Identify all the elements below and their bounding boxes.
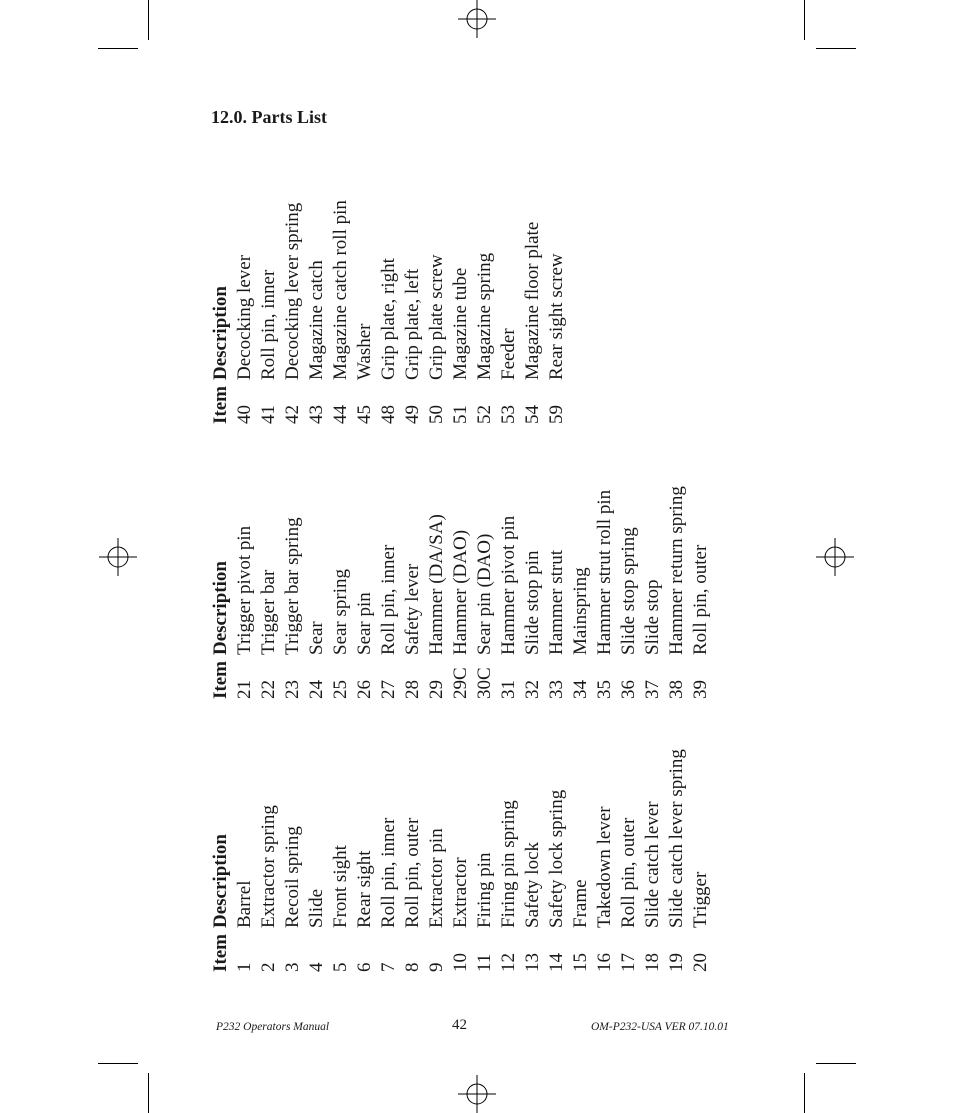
item-number: 39 — [690, 680, 711, 699]
table-row — [425, 200, 449, 424]
part-description: Hammer strut — [546, 549, 567, 655]
crop-mark — [804, 1073, 805, 1113]
part-description: Rear sight screw — [546, 253, 567, 380]
item-number: 13 — [522, 953, 543, 972]
table-row — [233, 200, 257, 424]
item-number: 59 — [546, 405, 567, 424]
table-row — [545, 486, 569, 699]
part-description: Decocking lever — [234, 254, 255, 380]
table-row — [281, 749, 305, 972]
item-number: 26 — [354, 680, 375, 699]
table-row — [617, 749, 641, 972]
crop-mark — [148, 1073, 149, 1113]
table-row — [425, 749, 449, 972]
table-row — [449, 749, 473, 972]
part-description: Feeder — [498, 328, 519, 380]
table-row — [233, 486, 257, 699]
part-description: Extractor spring — [258, 805, 279, 928]
item-number: 31 — [498, 680, 519, 699]
part-description: Trigger bar spring — [282, 517, 303, 655]
item-number: 28 — [402, 680, 423, 699]
item-number: 3 — [282, 962, 303, 972]
table-row — [521, 200, 545, 424]
part-description: Barrel — [234, 880, 255, 928]
table-row — [377, 486, 401, 699]
table-row — [497, 749, 521, 972]
item-number: 50 — [426, 405, 447, 424]
part-description: Decocking lever spring — [282, 202, 303, 380]
page-number: 42 — [452, 1017, 467, 1033]
item-number: 10 — [450, 953, 471, 972]
part-description: Sear pin — [354, 592, 375, 655]
crop-mark — [98, 48, 138, 49]
table-row — [401, 486, 425, 699]
item-number: 52 — [474, 405, 495, 424]
table-row — [353, 486, 377, 699]
item-number: 35 — [594, 680, 615, 699]
table-row — [473, 486, 497, 699]
item-number: 34 — [570, 680, 591, 699]
registration-mark-top — [458, 0, 496, 38]
item-number: 19 — [666, 953, 687, 972]
table-row — [569, 486, 593, 699]
table-row — [377, 749, 401, 972]
registration-mark-bottom — [458, 1075, 496, 1113]
crop-mark — [148, 0, 149, 40]
item-number: 25 — [330, 680, 351, 699]
table-column — [209, 749, 713, 972]
table-row — [521, 486, 545, 699]
table-row — [617, 486, 641, 699]
table-row — [305, 749, 329, 972]
item-number: 32 — [522, 680, 543, 699]
table-row — [521, 749, 545, 972]
item-number: 22 — [258, 680, 279, 699]
crop-mark — [816, 48, 856, 49]
part-description: Roll pin, outer — [690, 544, 711, 655]
part-description: Takedown lever — [594, 806, 615, 928]
table-row — [257, 200, 281, 424]
part-description: Slide catch lever — [642, 801, 663, 928]
part-description: Slide catch lever spring — [666, 749, 687, 928]
part-description: Grip plate, left — [402, 268, 423, 380]
table-row — [329, 486, 353, 699]
table-row — [377, 200, 401, 424]
part-description: Magazine tube — [450, 267, 471, 380]
item-number: 49 — [402, 405, 423, 424]
table-row — [281, 486, 305, 699]
table-row — [665, 486, 689, 699]
item-number: 6 — [354, 962, 375, 972]
part-description: Slide stop spring — [618, 527, 639, 655]
table-row — [497, 486, 521, 699]
item-header: Item — [210, 386, 231, 424]
table-row — [641, 749, 665, 972]
description-header: Description — [210, 561, 231, 655]
part-description: Roll pin, outer — [402, 817, 423, 928]
table-row — [473, 200, 497, 424]
part-description: Firing pin spring — [498, 800, 519, 928]
part-description: Trigger pivot pin — [234, 525, 255, 655]
page-heading: 12.0. Parts List — [211, 107, 327, 127]
registration-mark-left — [99, 538, 137, 576]
item-number: 44 — [330, 405, 351, 424]
table-row — [689, 486, 713, 699]
table-row — [497, 200, 521, 424]
table-row — [401, 200, 425, 424]
table-row — [593, 749, 617, 972]
description-header: Description — [210, 834, 231, 928]
part-description: Safety lock — [522, 841, 543, 928]
part-description: Rear sight — [354, 850, 375, 928]
table-row — [545, 749, 569, 972]
crop-mark — [804, 0, 805, 40]
crop-mark — [98, 1063, 138, 1064]
item-number: 24 — [306, 680, 327, 699]
item-number: 48 — [378, 405, 399, 424]
part-description: Extractor pin — [426, 828, 447, 928]
item-number: 53 — [498, 405, 519, 424]
part-description: Front sight — [330, 845, 351, 928]
table-row — [305, 200, 329, 424]
table-column — [209, 486, 713, 699]
table-row — [305, 486, 329, 699]
table-row — [689, 749, 713, 972]
item-number: 9 — [426, 962, 447, 972]
table-row — [449, 486, 473, 699]
item-number: 12 — [498, 953, 519, 972]
part-description: Roll pin, inner — [378, 817, 399, 928]
table-row — [329, 749, 353, 972]
table-row — [641, 486, 665, 699]
part-description: Washer — [354, 323, 375, 380]
part-description: Recoil spring — [282, 826, 303, 928]
part-description: Hammer return spring — [666, 486, 687, 655]
item-number: 29 — [426, 680, 447, 699]
item-number: 1 — [234, 962, 255, 972]
part-description: Sear pin (DAO) — [474, 533, 495, 655]
table-row — [473, 749, 497, 972]
table-row — [425, 486, 449, 699]
item-number: 33 — [546, 680, 567, 699]
part-description: Hammer (DA/SA) — [426, 514, 447, 655]
part-description: Grip plate screw — [426, 254, 447, 380]
part-description: Magazine floor plate — [522, 221, 543, 380]
part-description: Hammer pivot pin — [498, 515, 519, 655]
table-row — [569, 749, 593, 972]
part-description: Slide — [306, 888, 327, 928]
item-number: 5 — [330, 962, 351, 972]
crop-mark — [816, 1063, 856, 1064]
item-number: 27 — [378, 680, 399, 699]
item-header: Item — [210, 661, 231, 699]
table-header-row — [209, 749, 233, 972]
table-row — [593, 486, 617, 699]
item-number: 17 — [618, 953, 639, 972]
item-number: 2 — [258, 962, 279, 972]
item-number: 45 — [354, 405, 375, 424]
part-description: Trigger bar — [258, 569, 279, 655]
part-description: Slide stop pin — [522, 550, 543, 655]
description-header: Description — [210, 286, 231, 380]
part-description: Trigger — [690, 871, 711, 928]
table-row — [353, 200, 377, 424]
part-description: Slide stop — [642, 579, 663, 655]
item-number: 21 — [234, 680, 255, 699]
table-row — [353, 749, 377, 972]
table-row — [449, 200, 473, 424]
item-number: 11 — [474, 953, 495, 972]
table-row — [281, 200, 305, 424]
part-description: Safety lever — [402, 563, 423, 655]
item-number: 51 — [450, 405, 471, 424]
part-description: Roll pin, outer — [618, 817, 639, 928]
item-number: 40 — [234, 405, 255, 424]
item-number: 4 — [306, 962, 327, 972]
part-description: Firing pin — [474, 852, 495, 928]
part-description: Magazine catch — [306, 260, 327, 380]
item-number: 36 — [618, 680, 639, 699]
item-number: 8 — [402, 962, 423, 972]
item-number: 18 — [642, 953, 663, 972]
item-number: 41 — [258, 405, 279, 424]
part-description: Sear — [306, 621, 327, 655]
part-description: Hammer (DAO) — [450, 529, 471, 655]
item-number: 30C — [474, 667, 495, 699]
part-description: Frame — [570, 879, 591, 928]
item-number: 37 — [642, 680, 663, 699]
registration-mark-right — [816, 538, 854, 576]
item-number: 20 — [690, 953, 711, 972]
footer-manual-title: P232 Operators Manual — [216, 1021, 330, 1033]
item-number: 14 — [546, 953, 567, 972]
part-description: Roll pin, inner — [258, 269, 279, 380]
table-row — [257, 486, 281, 699]
part-description: Magazine catch roll pin — [330, 200, 351, 380]
table-header-row — [209, 200, 233, 424]
item-number: 38 — [666, 680, 687, 699]
part-description: Hammer strut roll pin — [594, 489, 615, 655]
item-number: 7 — [378, 962, 399, 972]
item-number: 15 — [570, 953, 591, 972]
footer-version: OM-P232-USA VER 07.10.01 — [591, 1021, 729, 1033]
item-number: 16 — [594, 953, 615, 972]
table-row — [233, 749, 257, 972]
table-row — [329, 200, 353, 424]
part-description: Sear spring — [330, 568, 351, 655]
table-header-row — [209, 486, 233, 699]
table-column — [209, 200, 569, 424]
item-number: 42 — [282, 405, 303, 424]
table-row — [545, 200, 569, 424]
part-description: Magazine spring — [474, 252, 495, 380]
table-row — [401, 749, 425, 972]
part-description: Extractor — [450, 857, 471, 928]
part-description: Mainspring — [570, 567, 591, 655]
parts-table — [209, 172, 711, 972]
part-description: Roll pin, inner — [378, 544, 399, 655]
item-number: 54 — [522, 405, 543, 424]
part-description: Grip plate, right — [378, 258, 399, 380]
item-number: 29C — [450, 667, 471, 699]
item-number: 43 — [306, 405, 327, 424]
table-row — [257, 749, 281, 972]
item-header: Item — [210, 934, 231, 972]
item-number: 23 — [282, 680, 303, 699]
part-description: Safety lock spring — [546, 789, 567, 928]
table-row — [665, 749, 689, 972]
